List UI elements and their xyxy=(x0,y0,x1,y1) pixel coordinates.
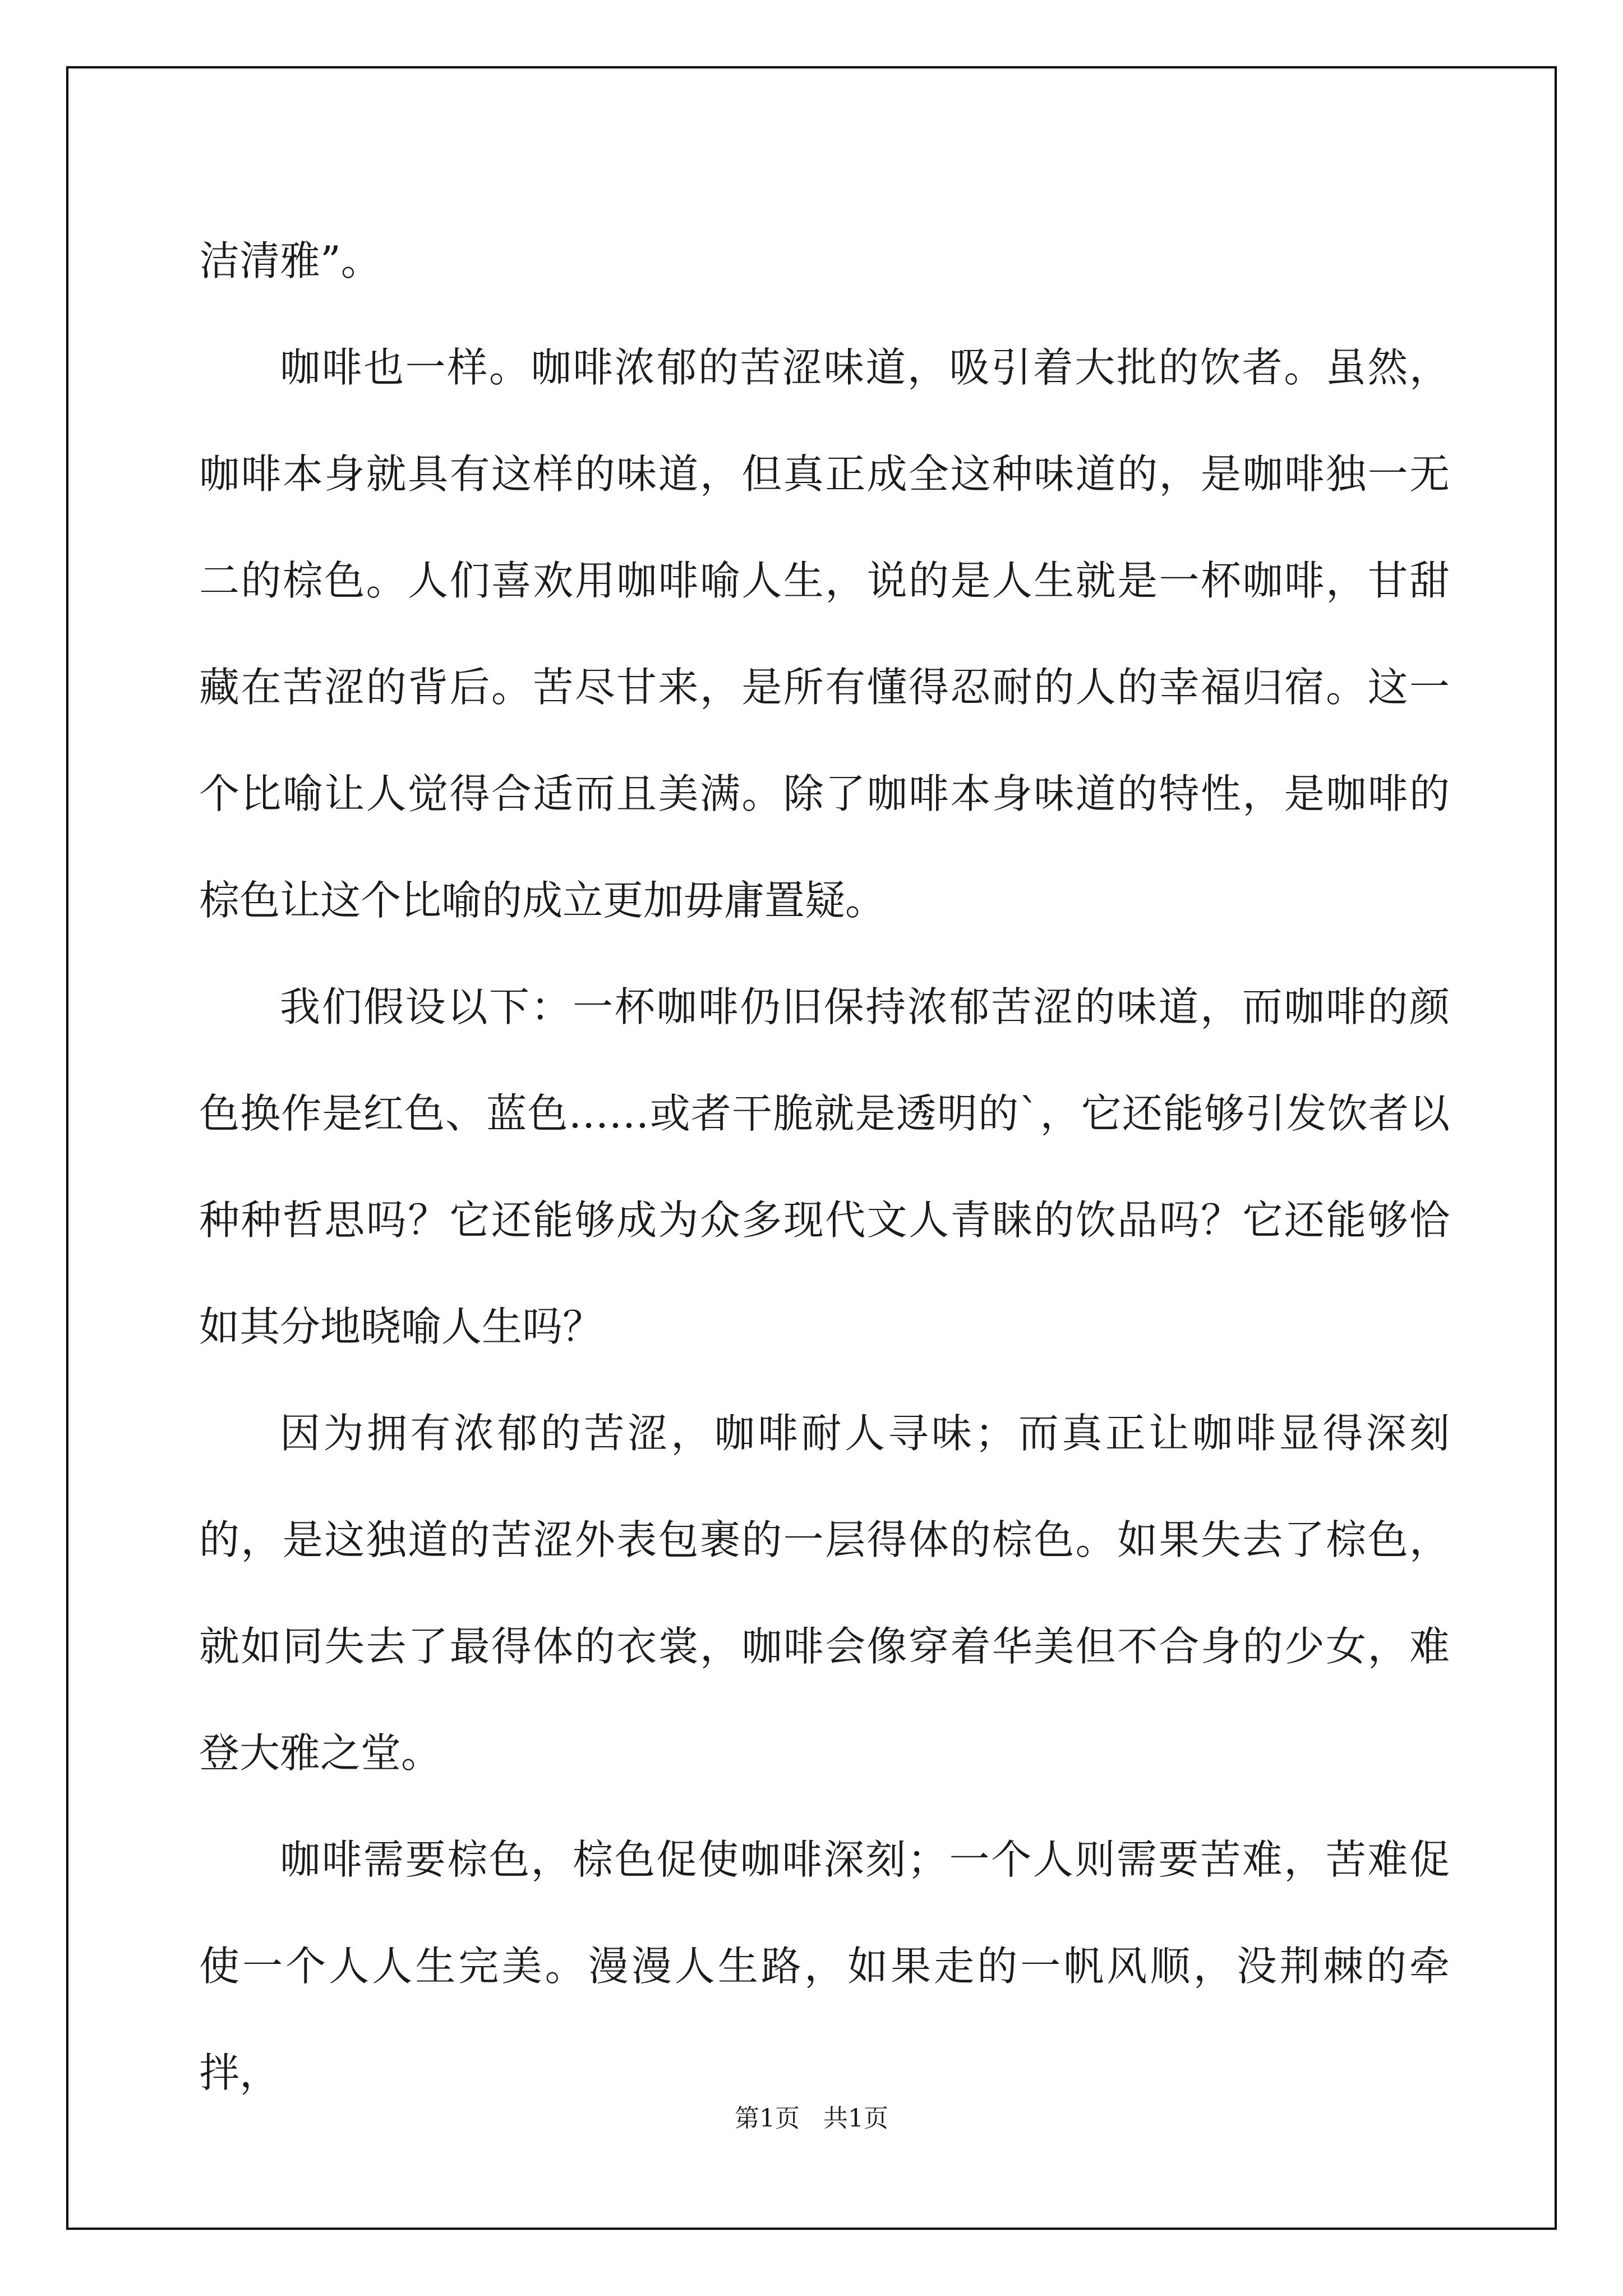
document-body xyxy=(199,208,1450,2126)
page-number-footer: 第1页 共1页 xyxy=(735,2104,888,2133)
paragraph-continuation: 洁清雅”。 xyxy=(199,237,381,284)
paragraph: 因为拥有浓郁的苦涩，咖啡耐人寻味；而真正让咖啡显得深刻的，是这独道的苦涩外表包裹的一层得体的棕色。如果失去了棕色，就如同失去了最得体的衣裳，咖啡会像穿着华美但不合身的少女，难登大雅之堂。 xyxy=(199,1410,1450,1777)
paragraph: 咖啡需要棕色，棕色促使咖啡深刻；一个人则需要苦难，苦难促使一个人人生完美。漫漫人生路，如果走的一帆风顺，没荆棘的牵拌， xyxy=(199,1836,1450,2096)
paragraph: 我们假设以下：一杯咖啡仍旧保持浓郁苦涩的味道，而咖啡的颜色换作是红色、蓝色……或者干脆就是透明的`，它还能够引发饮者以种种哲思吗？它还能够成为众多现代文人青睐的饮品吗？它还能够恰如其分地晓喻人生吗？ xyxy=(199,983,1450,1350)
paragraph: 咖啡也一样。咖啡浓郁的苦涩味道，吸引着大批的饮者。虽然，咖啡本身就具有这样的味道，但真正成全这种味道的，是咖啡独一无二的棕色。人们喜欢用咖啡喻人生，说的是人生就是一杯咖啡，甘甜藏在苦涩的背后。苦尽甘来，是所有懂得忍耐的人的幸福归宿。这一个比喻让人觉得合适而且美满。除了咖啡本身味道的特性，是咖啡的棕色让这个比喻的成立更加毋庸置疑。 xyxy=(199,344,1450,924)
